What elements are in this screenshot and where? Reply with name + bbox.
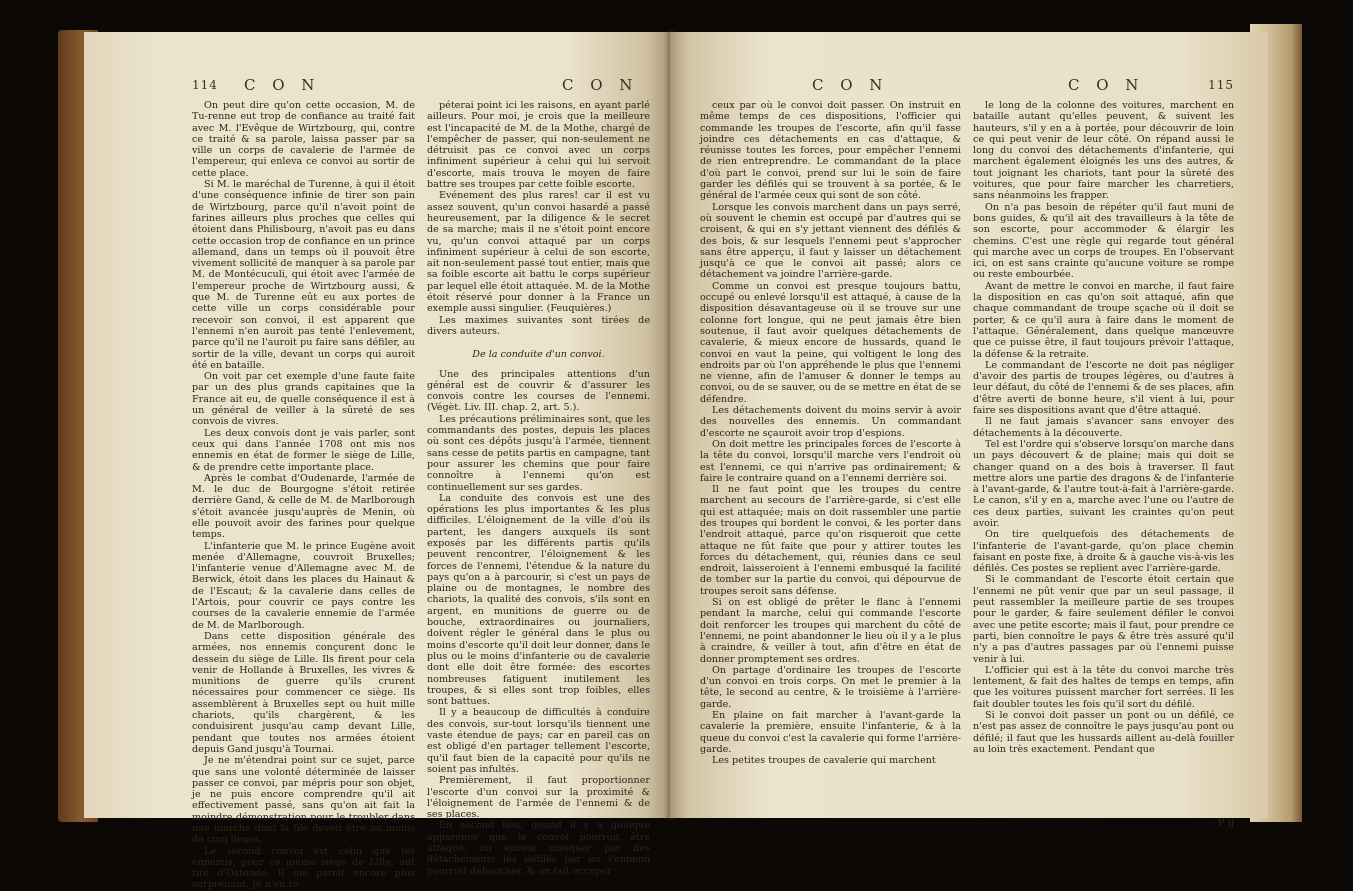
paragraph: Dans cette disposition générale des armées, nos ennemis conçurent donc le dessein du siège de Lille. Ils firent pour cela venir de Hollande à Bruxelles, les vivres & munitions de guerre qu'ils crurent nécessaires pour commencer ce siège. Ils assemblèrent à Bruxelles sept ou huit mille chariots, qu'ils chargèrent, & les conduisirent jusqu'au camp devant Lille, pendant que toutes nos armées étoient depuis Gand jusqu'à Tournai. [192,630,415,755]
paragraph: péterai point ici les raisons, en ayant parlé ailleurs. Pour moi, je crois que la meilleure est l'incapacité de M. de la Mothe, chargé de l'empêcher de passer, qui non-seulement ne détruisit pas ce convoi avec un corps infiniment supérieur à celui qui lui servoit d'escorte, mais trouva le moyen de faire battre ses troupes par cette foible escorte. [427,100,650,191]
paragraph: On doit mettre les principales forces de l'escorte à la tête du convoi, lorsqu'il marche vers l'endroit où est l'ennemi, ce qui n'arrive pas ordinairement; & faire le contraire quand on a l'ennemi derrière soi. [700,438,961,484]
paragraph: le long de la colonne des voitures, marchent en bataille autant qu'elles peuvent, & suivent les hauteurs, s'il y en a à portée, pour découvrir de loin ce qui peut venir de leur côté. On répand aussi le long du convoi des détachements d'infanterie, qui marchent également éloignés les uns des autres, & tout joignant les chariots, tant pour la sûreté des voitures, que pour faire marcher les charretiers, sans néanmoins les frapper. [973,100,1234,202]
paragraph: On partage d'ordinaire les troupes de l'escorte d'un convoi en trois corps. On met le premier à la tête, le second au centre, & le troisième à l'arrière-garde. [700,664,961,710]
paragraph: Lorsque les convois marchent dans un pays serré, où souvent le chemin est occupé par d'autres qui se croisent, & qui en s'y jettant viennent des défilés & des bois, & sur lesquels l'ennemi peut s'approcher sans être apperçu, il faut y laisser un détachement jusqu'à ce que le convoi ait passé; alors ce détachement va joindre l'arrière-garde. [700,201,961,281]
paragraph: Evénement des plus rares! car il est vu assez souvent, qu'un convoi hasardé a passé heureusement, par la diligence & le secret de sa marche; mais il ne s'étoit point encore vu, qu'un convoi attaqué par un corps infiniment supérieur à celui de son escorte, ait non-seulement passé tout entier, mais que sa foible escorte ait battu le corps supérieur par lequel elle étoit attaquée. M. de la Mothe étoit réservé pour donner à la France un exemple aussi singulier. (Feuquières.) [427,190,650,315]
section-heading: De la conduite d'un convoi. [472,349,605,361]
paragraph: Si le commandant de l'escorte étoit certain que l'ennemi ne pût venir que par un seul passage, il peut rassembler la meilleure partie de ses troupes pour le garder, & faire seulement défiler le convoi avec une petite escorte; mais il faut, pour prendre ce parti, bien connoître le pays & être très assuré qu'il n'y a pas d'autres passages par où l'ennemi puisse venir à lui. [973,574,1234,665]
right-page-number: 115 [1208,78,1234,92]
paragraph: Les précautions préliminaires sont, que les commandants des postes, depuis les places où sont ces dépôts jusqu'à l'armée, tiennent sans cesse de petits partis en campagne, tant pour assurer les chemins que pour faire connoître à l'ennemi qu'on est continuellement sur ses gardes. [427,413,650,493]
paragraph: Si on est obligé de prêter le flanc à l'ennemi pendant la marche, celui qui commande l'escorte doit renforcer les troupes qui marchent du côté de l'ennemi, ne point abandonner le lieu où il y a le plus à craindre, & veiller à tout, afin d'être en état de donner promptement ses ordres. [700,597,961,665]
left-page [84,32,670,891]
right-running-head-b: C O N [1068,76,1145,94]
paragraph: Après le combat d'Oudenarde, l'armée de M. le duc de Bourgogne s'étoit retirée derrière Gand, & celle de M. de Marlborough s'étoit avancée jusqu'auprès de Menin, où elle pouvoit avoir des farines pour quelque temps. [192,472,415,541]
paragraph: Je ne m'étendrai point sur ce sujet, parce que sans une volonté déterminée de laisser passer ce convoi, par mépris pour son objet, je ne puis encore comprendre qu'il ait effectivement passé, sans qu'on ait fait la moindre démonstration pour le troubler dans une marche dont la file devoit être au moins de cinq lieues. [192,755,415,846]
paragraph: En plaine on fait marcher à l'avant-garde la cavalerie la première, ensuite l'infanterie, & à la queue du convoi c'est la cavalerie qui forme l'arrière-garde. [700,710,961,755]
paragraph: ceux par où le convoi doit passer. On instruit en même temps de ces dispositions, l'officier qui commande les troupes de l'escorte, afin qu'il fasse joindre ces détachements en cas d'attaque, & réunisse toutes les forces, pour empêcher l'ennemi de rien entreprendre. Le commandant de la place d'où part le convoi, prend sur lui le soin de faire garder les défilés qui se trouvent à sa portée, & le général de l'armée ceux qui sont de son côté. [700,100,961,202]
right-page [670,32,1268,829]
paragraph: Le commandant de l'escorte ne doit pas négliger d'avoir des partis de troupes légères, ou d'autres à leur défaut, du côté de l'ennemi & de ses places, afin d'être averti de bonne heure, s'il vient à lui, pour faire ses dispositions avant que d'être attaqué. [973,359,1234,417]
paragraph: Si le convoi doit passer un pont ou un défilé, ce n'est pas assez de connoître le pays jusqu'au pont ou défilé; il faut que les hussards aillent au-delà fouiller au loin très exactement. Pendant que [973,710,1234,755]
paragraph: Les détachements doivent du moins servir à avoir des nouvelles des ennemis. Un commandant d'escorte ne sçauroit avoir trop d'espions. [700,405,961,439]
right-page-column-2 [973,100,1234,816]
paragraph: L'infanterie que M. le prince Eugène avoit menée d'Allemagne, couvroit Bruxelles; l'infanterie venue d'Allemagne avec M. de Berwick, étoit dans les places du Hainaut & de l'Escaut; & la cavalerie dans celles de l'Artois, pour couvrir ce pays contre les courses de la cavalerie ennemie de l'armée de M. de Marlborough. [192,540,415,631]
paragraph: Les petites troupes de cavalerie qui marchent [712,755,936,767]
paragraph: Si M. le maréchal de Turenne, à qui il étoit d'une conséquence infinie de tirer son pain de Wirtzbourg, parce qu'il n'avoit point de farines ailleurs plus proches que celles qui étoient dans Philisbourg, n'avoit pas eu dans cette occasion trop de confiance en un prince allemand, dans un temps où il pouvoit être vivement sollicité de manquer à sa parole par M. de Montécuculi, qui étoit avec l'armée de l'empereur proche de Wirtzbourg aussi, & que M. de Turenne eût eu aux portes de cette ville un corps considérable pour recevoir son convoi, il est apparent que l'ennemi n'en auroit pas tenté l'enlevement, parce qu'il ne l'auroit pu faire sans défiler, au sortir de la ville, devant un corps qui auroit été en bataille. [192,179,415,371]
paragraph: Le second convoi est celui que les ennemis, pour ce même siège de Lille, ont tiré d'Ostende. Il me paroît encore plus surprenant. Je n'en ré- [192,845,415,891]
left-running-head-b: C O N [562,76,639,94]
paragraph: La conduite des convois est une des opérations les plus importantes & les plus difficiles. L'éloignement de la ville d'où ils partent, les dangers auxquels ils sont exposés par les différents partis qu'ils peuvent rencontrer, l'éloignement & les forces de l'ennemi, l'étendue & la nature du pays qu'on a à parcourir, si c'est un pays de plaine ou de montagnes, le nombre des chariots, la qualité des convois, s'ils sont en argent, en munitions de guerre ou de bouche, extraordinaires ou journaliers, doivent régler le général dans le plus ou moins d'escorte qu'il doit leur donner, dans le plus ou le moins d'infanterie ou de cavalerie dont elle doit être formée: des escortes nombreuses fatiguent inutilement les troupes, & si elles sont trop foibles, elles sont battues. [427,492,650,708]
paragraph: L'officier qui est à la tête du convoi marche très lentement, & fait des haltes de temps en temps, afin que les voitures puissent marcher fort serrées. Il les fait doubler toutes les fois qu'il sort du défilé. [973,664,1234,710]
paragraph: Il y a beaucoup de difficultés à conduire des convois, sur-tout lorsqu'ils tiennent une vaste étendue de pays; car en pareil cas on est obligé d'en partager tellement l'escorte, qu'il faut bien de la capacité pour qu'ils ne soient pas infultés. [427,707,650,775]
paragraph: Les deux convois dont je vais parler, sont ceux qui dans l'année 1708 ont mis nos ennemis en état de former le siège de Lille, & de prendre cette importante place. [192,427,415,473]
left-page-column-2 [427,100,650,877]
left-page-column-1 [192,100,415,891]
paragraph: En second lieu, quand il y a quelque apparence que le convoi pourroit être attaqué, on envoie masquer par des détachements les défilés par où l'ennemi pourroit déboucher, & on fait occuper [427,820,650,877]
left-page-number: 114 [192,78,218,92]
signature-mark: P ij [1217,818,1234,829]
paragraph: On peut dire qu'on cette occasion, M. de Tu-renne eut trop de confiance au traité fait avec M. l'Evêque de Wirtzbourg, qui, contre ce traité & sa parole, laissa passer par sa ville un corps de cavalerie de l'armée de l'empereur, qui enleva ce convoi au sortir de cette place. [192,100,415,179]
paragraph: Premièrement, il faut proportionner l'escorte d'un convoi sur la proximité & l'éloignement de l'armée de l'ennemi & de ses places. [427,775,650,821]
paragraph: Comme un convoi est presque toujours battu, occupé ou enlevé lorsqu'il est attaqué, à cause de la disposition désavantageuse où il se trouve sur une colonne fort longue, qui ne peut jamais être bien soutenue, il faut avoir quelques détachements de cavalerie, & mieux encore de hussards, quand le convoi en vaut la peine, qui voltigent le long des endroits par où l'on appréhende le plus que l'ennemi ne vienne, afin de l'amuser & donner le temps au convoi, ou de se sauver, ou de se mettre en état de se défendre. [700,280,961,405]
left-page-columns [192,100,650,891]
paragraph: Tel est l'ordre qui s'observe lorsqu'on marche dans un pays découvert & de plaine; mais qui doit se changer quand on a des bois à traverser. Il faut mettre alors une partie des dragons & de l'infanterie à l'avant-garde, & l'autre tout-à-fait à l'arrière-garde. Le canon, s'il y en a, marche avec l'une ou l'autre de ces deux parties, suivant les craintes qu'on peut avoir. [973,438,1234,529]
paragraph: Il ne faut point que les troupes du centre marchent au secours de l'arrière-garde, si c'est elle qui est attaquée; mais on doit rassembler une partie des troupes qui bordent le convoi, & les porter dans l'endroit attaqué, parce qu'on risqueroit que cette attaque ne fût faite que pour y attirer toutes les forces du détachement, qui, réunies dans ce seul endroit, laisseroient à l'ennemi embusqué la facilité de tomber sur la partie du convoi, qui dépourvue de troupes seroit sans défense. [700,484,961,597]
paragraph: On n'a pas besoin de répéter qu'il faut muni de bons guides, & qu'il ait des travailleurs à la tête de son escorte, pour accommoder & élargir les chemins. C'est une règle qui regarde tout général qui marche avec un corps de troupes. En l'observant ici, on est sans crainte qu'aucune voiture se rompe ou reste embourbée. [973,201,1234,281]
paragraph: Une des principales attentions d'un général est de couvrir & d'assurer les convois contre les courses de l'ennemi. (Végèt. Liv. III. chap. 2, art. 5.). [427,368,650,414]
paragraph: Avant de mettre le convoi en marche, il faut faire la disposition en cas qu'on soit attaqué, afin que chaque commandant de troupe sçache où il doit se porter, & ce qu'il aura à faire dans le moment de l'attaque. Généralement, dans quelque manœuvre que ce puisse être, il faut toujours prévoir l'attaque, la défense & la retraite. [973,280,1234,360]
left-running-head-a: C O N [244,76,321,94]
paragraph: On voit par cet exemple d'une faute faite par un des plus grands capitaines que la France ait eu, de quelle conséquence il est à un général de veiller à la sûreté de ses convois de vivres. [192,371,415,428]
left-page-header [192,76,650,96]
right-running-head-a: C O N [812,76,889,94]
paragraph: On tire quelquefois des détachements de l'infanterie de l'avant-garde, qu'on place chemin faisant en poste fixe, à droite & à gauche vis-à-vis les défilés. Ces postes se replient avec l'arrière-garde. [973,529,1234,575]
paragraph: Les maximes suivantes sont tirées de divers auteurs. [427,314,650,337]
right-page-column-1 [700,100,961,816]
right-page-header [700,76,1234,96]
right-page-columns [700,100,1234,816]
paragraph: Il ne faut jamais s'avancer sans envoyer des détachements à la découverte. [973,416,1234,439]
